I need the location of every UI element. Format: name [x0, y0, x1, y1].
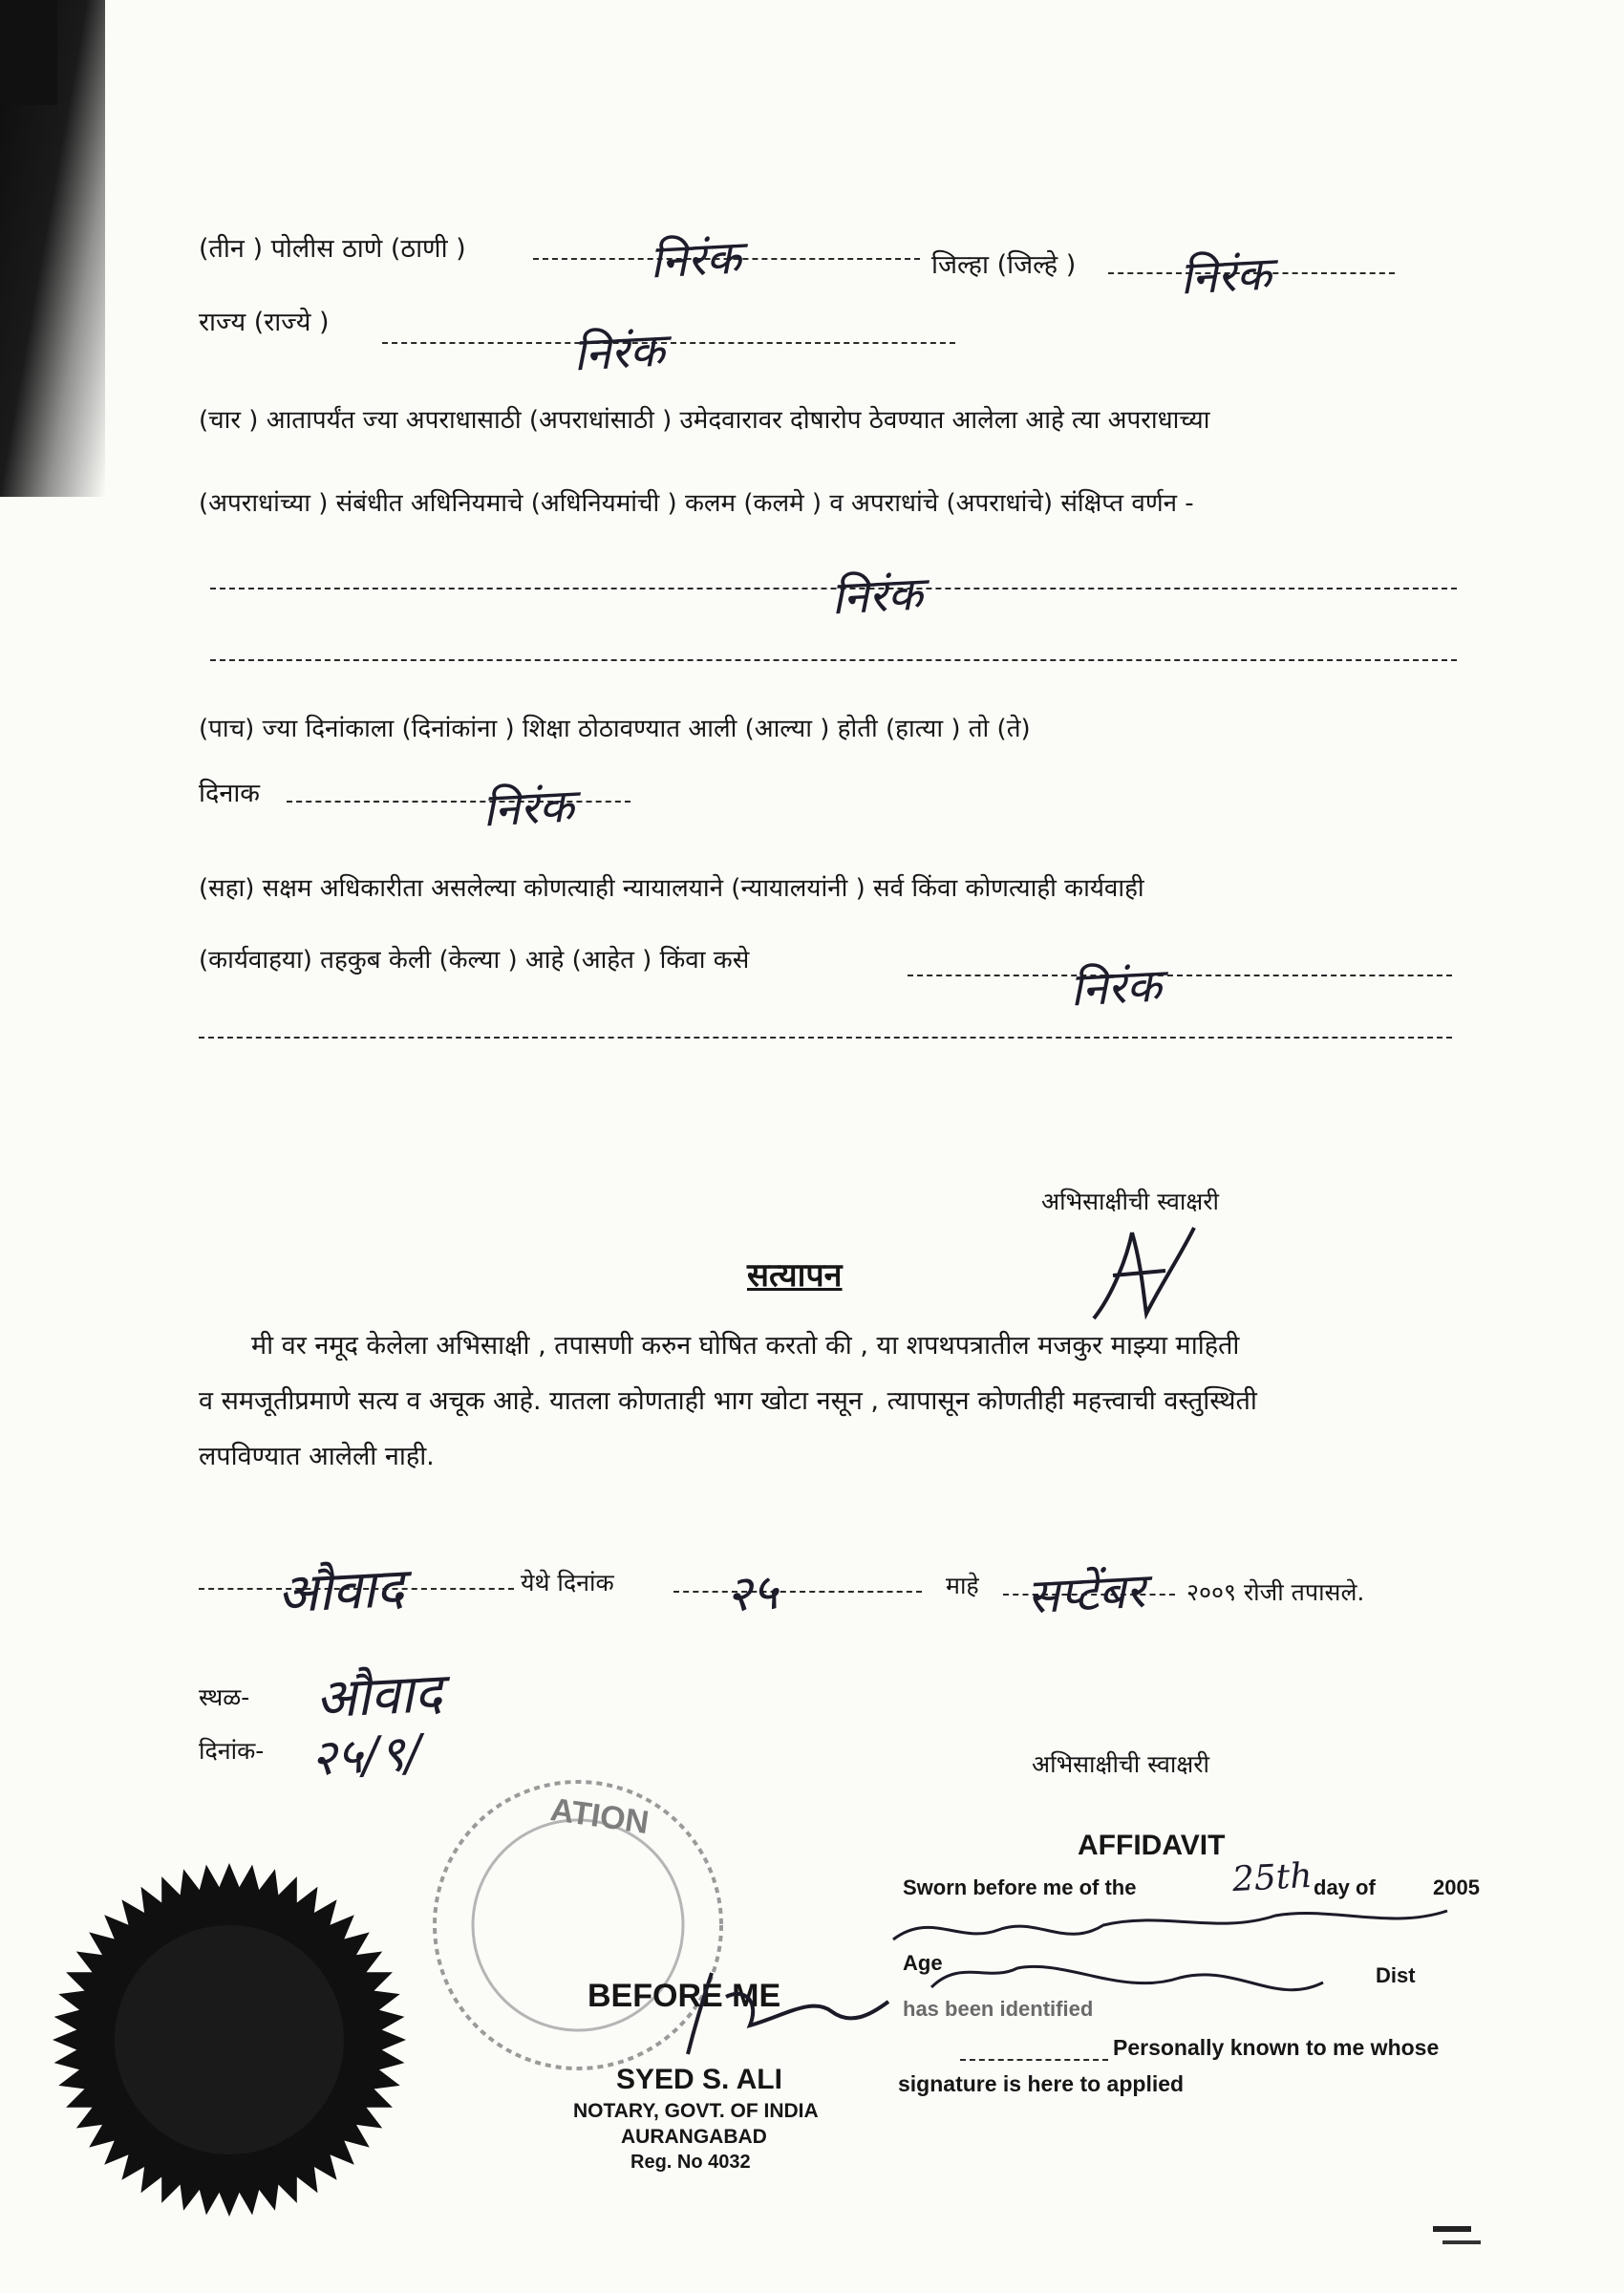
- verify-at-date-label: येथे दिनांक: [521, 1569, 614, 1597]
- seal-text: ATION: [547, 1791, 652, 1842]
- footer-place-value: औवाद: [313, 1661, 444, 1731]
- notary-title: NOTARY, GOVT. OF INDIA: [573, 2100, 819, 2122]
- verify-place-handwritten: औवाद: [275, 1556, 406, 1626]
- affidavit-title: AFFIDAVIT: [1078, 1830, 1226, 1861]
- affidavit-line4: Personally known to me whose: [1113, 2035, 1440, 2060]
- scan-corner-shadow: [0, 0, 57, 105]
- item6-value: निरंक: [1068, 958, 1164, 1018]
- verify-month-label: माहे: [946, 1572, 979, 1599]
- affidavit-line5: signature is here to applied: [898, 2071, 1185, 2096]
- police-station-value: निरंक: [648, 230, 743, 289]
- deponent-signature: [1075, 1218, 1218, 1333]
- affidavit-line2-dist: Dist: [1376, 1963, 1416, 1987]
- verification-line1: मी वर नमूद केलेला अभिसाक्षी , तपासणी करुन घोषित करतो की , या शपथपत्रातील मजकुर माझ्या माहिती: [251, 1331, 1240, 1361]
- verification-title: सत्यापन: [747, 1256, 843, 1295]
- deponent-signature-label: अभिसाक्षीची स्वाक्षरी: [1041, 1188, 1219, 1215]
- item4-value: निरंक: [829, 567, 925, 626]
- footer-date-value: २५/९/: [309, 1724, 423, 1788]
- footer-place-label: स्थळ-: [199, 1683, 250, 1711]
- scan-artifact-2: [1442, 2240, 1481, 2244]
- item5-date-label: दिनाक: [199, 779, 261, 808]
- item6-line-b: [199, 1037, 1452, 1039]
- affidavit-line4-dots: [960, 2059, 1108, 2061]
- black-rosette-seal: [38, 1849, 420, 2231]
- district-value: निरंक: [1178, 246, 1273, 306]
- footer-date-label: दिनांक-: [199, 1737, 265, 1765]
- item6-line1: (सहा) सक्षम अधिकारीता असलेल्या कोणत्याही न्यायालयाने (न्यायालयांनी ) सर्व किंवा कोणत्याही कार्यवाही: [199, 874, 1144, 903]
- item4-line-b: [210, 659, 1457, 661]
- state-label: राज्य (राज्ये ): [199, 308, 330, 337]
- affidavit-line3: has been identified: [903, 1997, 1094, 2021]
- verify-month-handwritten: सप्टेंबर: [1025, 1562, 1147, 1625]
- notary-name: SYED S. ALI: [616, 2064, 782, 2095]
- item5-value: निरंक: [481, 779, 576, 838]
- district-label: जिल्हा (जिल्हे ): [931, 250, 1077, 280]
- item6-line2: (कार्यवाहया) तहकुब केली (केल्या ) आहे (आहेत ) किंवा कसे: [199, 946, 750, 975]
- verify-day-handwritten: २५: [724, 1563, 780, 1624]
- item4-line2: (अपराधांच्या ) संबंधीत अधिनियमाचे (अधिनियमांची ) कलम (कलमे ) व अपराधांचे (अपराधांचे) संक्षिप्त वर्णन -: [199, 489, 1194, 518]
- verification-line2: व समजूतीप्रमाणे सत्य व अचूक आहे. यातला कोणताही भाग खोटा नसून , त्यापासून कोणतीही महत्त्वाची वस्तुस्थिती: [199, 1386, 1257, 1416]
- verification-line3: लपविण्यात आलेली नाही.: [199, 1442, 435, 1471]
- notary-reg: Reg. No 4032: [630, 2152, 751, 2173]
- item4-line1: (चार ) आतापर्यंत ज्या अपराधासाठी (अपराधांसाठी ) उमेदवारावर दोषारोप ठेवण्यात आलेला आहे त्या अपराधाच्या: [199, 406, 1210, 435]
- verify-day-line: [673, 1591, 922, 1593]
- verify-year-suffix: २००९ रोजी तपासले.: [1186, 1578, 1365, 1606]
- footer-signature-label: अभिसाक्षीची स्वाक्षरी: [1032, 1750, 1209, 1778]
- state-value: निरंक: [571, 323, 667, 382]
- affidavit-line1-year: 2005: [1433, 1875, 1480, 1899]
- affidavit-line1-day: 25th: [1230, 1855, 1314, 1900]
- affidavit-handwriting: [874, 1892, 1524, 2025]
- affidavit-line2: Age: [903, 1951, 943, 1975]
- item5-line1: (पाच) ज्या दिनांकाला (दिनांकांना ) शिक्षा ठोठावण्यात आली (आल्या ) होती (हात्या ) तो (ते): [199, 715, 1031, 743]
- affidavit-line1-mid: day of: [1314, 1875, 1376, 1899]
- notary-city: AURANGABAD: [621, 2126, 767, 2148]
- affidavit-line1: Sworn before me of the: [903, 1875, 1137, 1899]
- notary-before-me: BEFORE ME: [588, 1978, 781, 2014]
- item5-date-line: [287, 801, 630, 803]
- police-station-label: (तीन ) पोलीस ठाणे (ठाणी ): [199, 234, 466, 264]
- scan-artifact-1: [1433, 2226, 1471, 2232]
- item6-line-a: [908, 975, 1452, 976]
- state-line: [382, 342, 955, 344]
